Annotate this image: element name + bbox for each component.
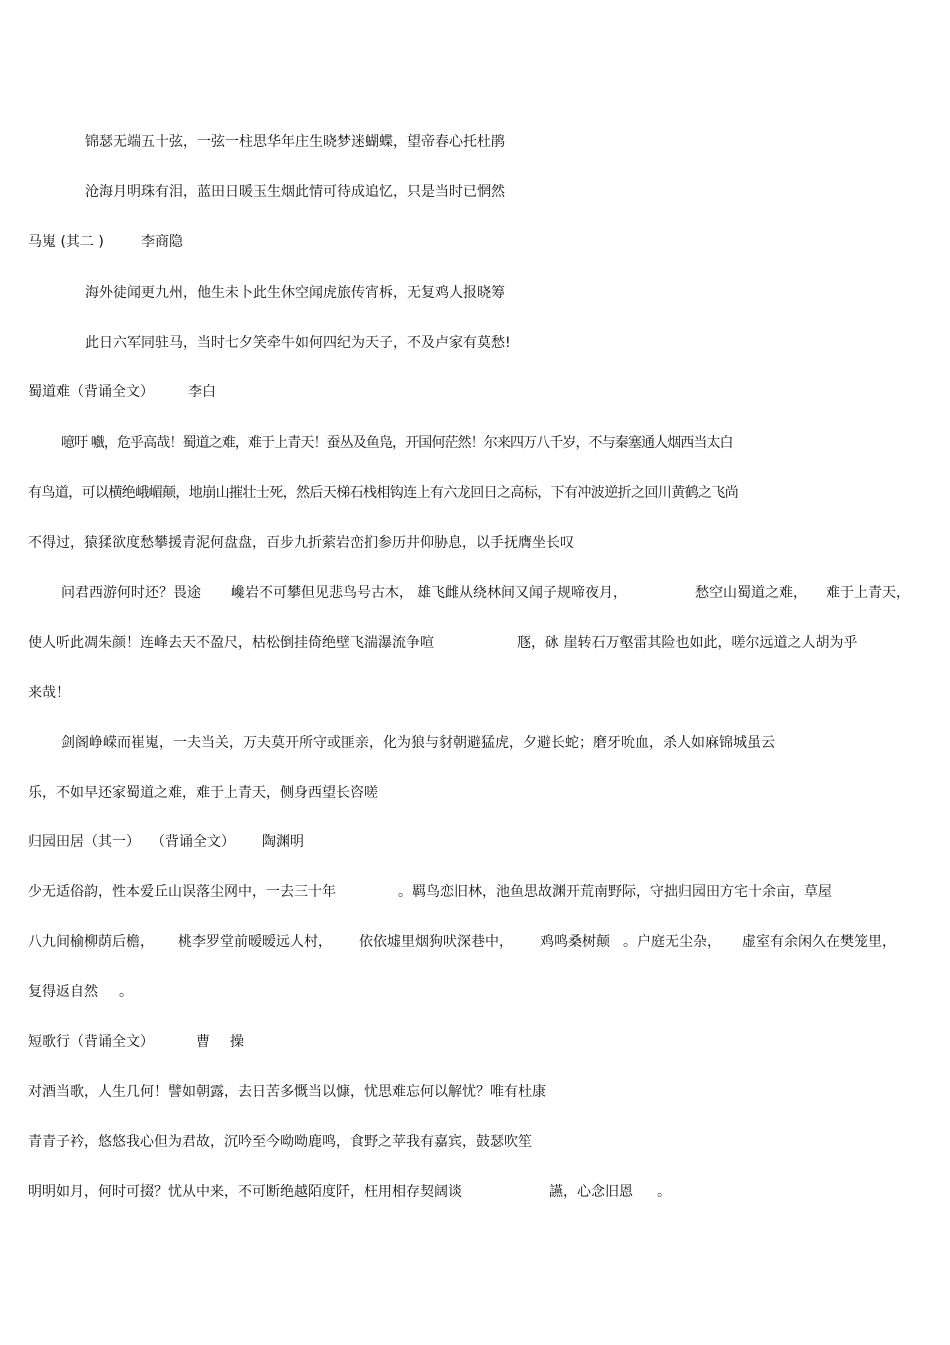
line-17-seg-6: 虚室有余闲久在樊笼里， [742, 934, 896, 950]
line-17-seg-3: 依依墟里烟狗吠深巷中， [359, 934, 513, 950]
line-10-seg-3: 雄飞雌从绕林间又闻子规啼夜月， [417, 585, 627, 601]
line-16-seg-2: 。羁鸟恋旧林，池鱼思故渊开荒南野际，守拙归园田方宅十余亩，草屋 [398, 884, 832, 900]
line-2-text: 沧海月明珠有泪，蓝田日暖玉生烟此情可待成追忆，只是当时已惘然 [85, 184, 505, 200]
poem-author: 陶渊明 [262, 834, 304, 850]
poem-title: 蜀道难（背诵全文） [28, 384, 154, 400]
line-21-text: 青青子衿，悠悠我心但为君故，沉吟至今呦呦鹿鸣，食野之苹我有嘉宾，鼓瑟吹笙 [28, 1134, 532, 1150]
line-10-seg-4: 愁空山蜀道之难， [695, 585, 807, 601]
line-11-seg-1: 使人听此凋朱颜！连峰去天不盈尺，枯松倒挂倚绝壁飞湍瀑流争喧 [28, 635, 434, 651]
poem-author-char-2: 操 [230, 1034, 244, 1050]
line-18-seg-1: 复得返自然 [28, 984, 98, 1000]
line-10-seg-5: 难于上青天， [826, 585, 910, 601]
line-4-text: 海外徒闻更九州，他生未卜此生休空闻虎旅传宵柝，无复鸡人报晓筹 [85, 285, 505, 301]
line-17-seg-4: 鸡鸣桑树颠 [540, 934, 610, 950]
line-20-text: 对酒当歌，人生几何！譬如朝露，去日苦多慨当以慷，忧思难忘何以解忧？唯有杜康 [28, 1084, 546, 1100]
poem-author: 李白 [188, 384, 216, 400]
line-22-seg-2: 讌，心念旧恩 [549, 1184, 633, 1200]
line-1-text: 锦瑟无端五十弦，一弦一柱思华年庄生晓梦迷蝴蝶，望帝春心托杜鹃 [85, 134, 505, 150]
line-9-text: 不得过，猿猱欲度愁攀援青泥何盘盘，百步九折萦岩峦扪参历井仰胁息，以手抚膺坐长叹 [28, 535, 574, 551]
poem-author: 李商隐 [141, 234, 183, 250]
line-16-seg-1: 少无适俗韵，性本爱丘山误落尘网中，一去三十年 [28, 884, 336, 900]
poem-title: 短歌行（背诵全文） [28, 1034, 154, 1050]
line-22-seg-1: 明明如月，何时可掇？忧从中来，不可断绝越陌度阡，枉用相存契阔谈 [28, 1184, 462, 1200]
line-10-seg-2: 巉岩不可攀但见悲鸟号古木， [231, 585, 413, 601]
line-10-seg-1: 问君西游何时还？畏途 [61, 585, 201, 601]
line-11-seg-2: 豗，砯 崖转石万壑雷其险也如此，嗟尔远道之人胡为乎 [517, 635, 858, 651]
line-7-text: 噫吁 嚱，危乎高哉！蜀道之难，难于上青天！蚕丛及鱼凫，开国何茫然！尔来四万八千岁，不与秦塞通人烟西当太白 [61, 435, 733, 451]
line-18-seg-2: 。 [119, 984, 133, 1000]
line-22-seg-3: 。 [657, 1184, 671, 1200]
line-17-seg-5: 。户庭无尘杂， [623, 934, 721, 950]
line-14-text: 乐，不如早还家蜀道之难，难于上青天，侧身西望长咨嗟 [28, 785, 378, 801]
line-17-seg-2: 桃李罗堂前暧暧远人村， [178, 934, 332, 950]
poem-title: 归园田居（其一） [28, 834, 140, 850]
poem-note: （背诵全文） [151, 834, 235, 850]
line-5-text: 此日六军同驻马，当时七夕笑牵牛如何四纪为天子，不及卢家有莫愁! [85, 335, 511, 351]
line-8-text: 有鸟道，可以横绝峨嵋颠，地崩山摧壮士死，然后天梯石栈相钩连上有六龙回日之高标，下有冲波逆折之回川黄鹤之飞尚 [28, 485, 739, 501]
poem-author-char-1: 曹 [196, 1034, 210, 1050]
line-17-seg-1: 八九间榆柳荫后檐， [28, 934, 154, 950]
line-12-text: 来哉！ [28, 685, 70, 701]
poem-title: 马嵬 (其二 ) [28, 234, 104, 250]
line-13-text: 剑阁峥嵘而崔嵬，一夫当关，万夫莫开所守或匪亲，化为狼与豺朝避猛虎，夕避长蛇；磨牙吮血，杀人如麻锦城虽云 [61, 735, 775, 751]
